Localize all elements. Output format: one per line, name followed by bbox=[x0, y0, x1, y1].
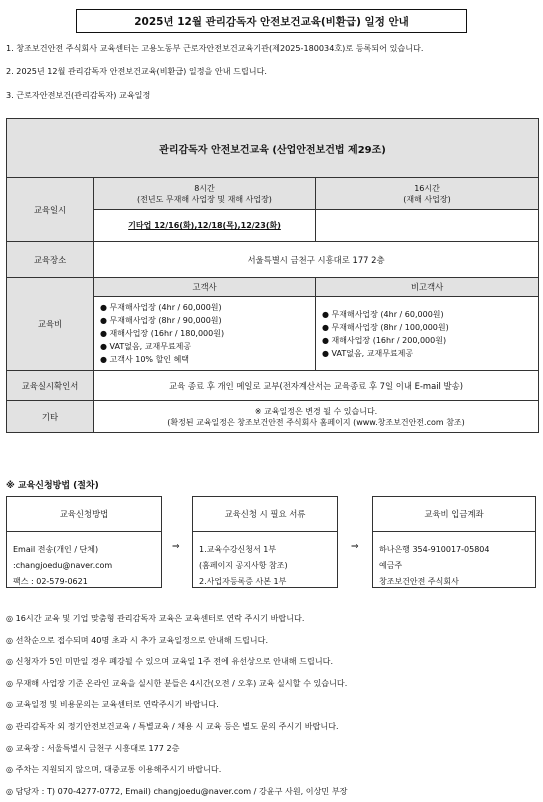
course-16h-title: 16시간 bbox=[414, 183, 440, 193]
flow-arrow-2: ⇒ bbox=[351, 542, 359, 552]
note-item: ◎ 교육일정 및 비용문의는 교육센터로 연락주시기 바랍니다. bbox=[6, 699, 219, 710]
flow-line: 예금주 bbox=[379, 561, 403, 570]
fee-label: 교육비 bbox=[7, 278, 94, 371]
intro-line-1: 1. 창조보건안전 주식회사 교육센터는 고용노동부 근로자안전보건교육기관(제2025-180034호)로 등록되어 있습니다. bbox=[6, 43, 424, 53]
list-item: ● VAT없음, 교재무료제공 bbox=[100, 342, 192, 351]
etc-value bbox=[94, 401, 539, 433]
list-item: ● 재해사업장 (16hr / 180,000원) bbox=[100, 329, 225, 338]
flow-line: 1.교육수강신청서 1부 bbox=[199, 545, 277, 554]
flow-box-account bbox=[372, 496, 536, 588]
note-item: ◎ 16시간 교육 및 기업 맞춤형 관리감독자 교육은 교육센터로 연락 주시기 바랍니다. bbox=[6, 613, 305, 623]
confirm-value: 교육 종료 후 개인 메일로 교부(전자계산서는 교육종료 후 7일 이내 E-mail 발송) bbox=[94, 371, 539, 401]
course-16h-header bbox=[316, 178, 539, 210]
course-16h-sub: (재해 사업장) bbox=[403, 194, 451, 204]
flow-box-body bbox=[7, 532, 161, 590]
fee-noncustomer-list bbox=[316, 297, 539, 371]
flow-line: Email 전송(개인 / 단체) bbox=[13, 545, 99, 554]
note-item: ◎ 담당자 : T) 070-4277-0772, Email) changjoedu@naver.com / 강윤구 사원, 이상민 부장 bbox=[6, 785, 348, 796]
schedule-label: 교육일시 bbox=[7, 178, 94, 242]
list-item: ● 고객사 10% 할인 혜택 bbox=[100, 355, 190, 364]
note-item: ◎ 무재해 사업장 기준 온라인 교육을 실시한 분들은 4시간(오전 / 오후) 교육 실시할 수 있습니다. bbox=[6, 677, 348, 688]
course-8h-title: 8시간 bbox=[194, 183, 215, 193]
flow-line: 하나은행 354-910017-05804 bbox=[379, 545, 490, 554]
list-item: ● 무재해사업장 (8hr / 100,000원) bbox=[322, 322, 449, 332]
list-item: ● 무재해사업장 (4hr / 60,000원) bbox=[100, 303, 222, 312]
flow-box-title: 교육비 입금계좌 bbox=[373, 497, 535, 532]
course-8h-dates: 기타업 12/16(화),12/18(목),12/23(화) bbox=[128, 221, 281, 230]
schedule-table bbox=[6, 118, 539, 433]
course-16h-dates-cell bbox=[316, 210, 539, 242]
fee-customer-list bbox=[94, 297, 316, 371]
intro-line-3: 3. 근로자안전보건(관리감독자) 교육일정 bbox=[6, 90, 151, 100]
note-item: ◎ 신청자가 5인 미만일 경우 폐강될 수 있으며 교육일 1주 전에 유선상으로 안내해 드립니다. bbox=[6, 656, 334, 667]
fee-customer-header: 고객사 bbox=[94, 278, 316, 297]
note-item: ◎ 관리감독자 외 정기안전보건교육 / 특별교육 / 채용 시 교육 등은 별도 문의 주시기 바랍니다. bbox=[6, 720, 339, 731]
list-item: ● 무재해사업장 (4hr / 60,000원) bbox=[322, 309, 444, 319]
fee-noncustomer-header: 비고객사 bbox=[316, 278, 539, 297]
flow-line: :changjoedu@naver.com bbox=[13, 561, 113, 570]
course-8h-sub: (전년도 무재해 사업장 및 재해 사업장) bbox=[137, 194, 272, 204]
intro-line-2: 2. 2025년 12월 관리감독자 안전보건교육(비환급) 일정을 안내 드립니다. bbox=[6, 66, 267, 76]
etc-label: 기타 bbox=[7, 401, 94, 433]
procedure-title: ※ 교육신청방법 (절차) bbox=[6, 481, 99, 491]
flow-box-title: 교육신청 시 필요 서류 bbox=[193, 497, 337, 532]
etc-line-2: (확정된 교육일정은 창조보건안전 주식회사 홈페이지 (www.창조보건안전.com 참조) bbox=[167, 417, 465, 427]
place-label: 교육장소 bbox=[7, 242, 94, 278]
flow-arrow-1: ⇒ bbox=[172, 542, 180, 552]
confirm-label: 교육실시확인서 bbox=[7, 371, 94, 401]
flow-line: 팩스 : 02-579-0621 bbox=[13, 577, 88, 586]
flow-box-body bbox=[373, 532, 535, 590]
course-8h-header bbox=[94, 178, 316, 210]
flow-line: (홈페이지 공지사항 참조) bbox=[199, 561, 288, 570]
table-header: 관리감독자 안전보건교육 (산업안전보건법 제29조) bbox=[7, 119, 539, 178]
note-item: ◎ 주차는 지원되지 않으며, 대중교통 이용해주시기 바랍니다. bbox=[6, 764, 222, 775]
place-value: 서울특별시 금천구 시흥대로 177 2층 bbox=[94, 242, 539, 278]
flow-line: 2.사업자등록증 사본 1부 bbox=[199, 577, 287, 586]
course-8h-dates-cell bbox=[94, 210, 316, 242]
document-title: 2025년 12월 관리감독자 안전보건교육(비환급) 일정 안내 bbox=[76, 9, 467, 33]
notes-list bbox=[6, 608, 541, 802]
note-item: ◎ 선착순으로 접수되며 40명 초과 시 추가 교육일정으로 안내해 드립니다. bbox=[6, 634, 269, 645]
list-item: ● VAT없음, 교재무료제공 bbox=[322, 348, 414, 358]
list-item: ● 재해사업장 (16hr / 200,000원) bbox=[322, 335, 447, 345]
flow-box-title: 교육신청방법 bbox=[7, 497, 161, 532]
flow-box-documents bbox=[192, 496, 338, 588]
note-item: ◎ 교육장 : 서울특별시 금천구 시흥대로 177 2층 bbox=[6, 742, 180, 753]
list-item: ● 무재해사업장 (8hr / 90,000원) bbox=[100, 316, 222, 325]
flow-box-body bbox=[193, 532, 337, 590]
flow-line: 창조보건안전 주식회사 bbox=[379, 577, 459, 586]
flow-box-application bbox=[6, 496, 162, 588]
etc-line-1: ※ 교육일정은 변경 될 수 있습니다. bbox=[254, 406, 378, 416]
